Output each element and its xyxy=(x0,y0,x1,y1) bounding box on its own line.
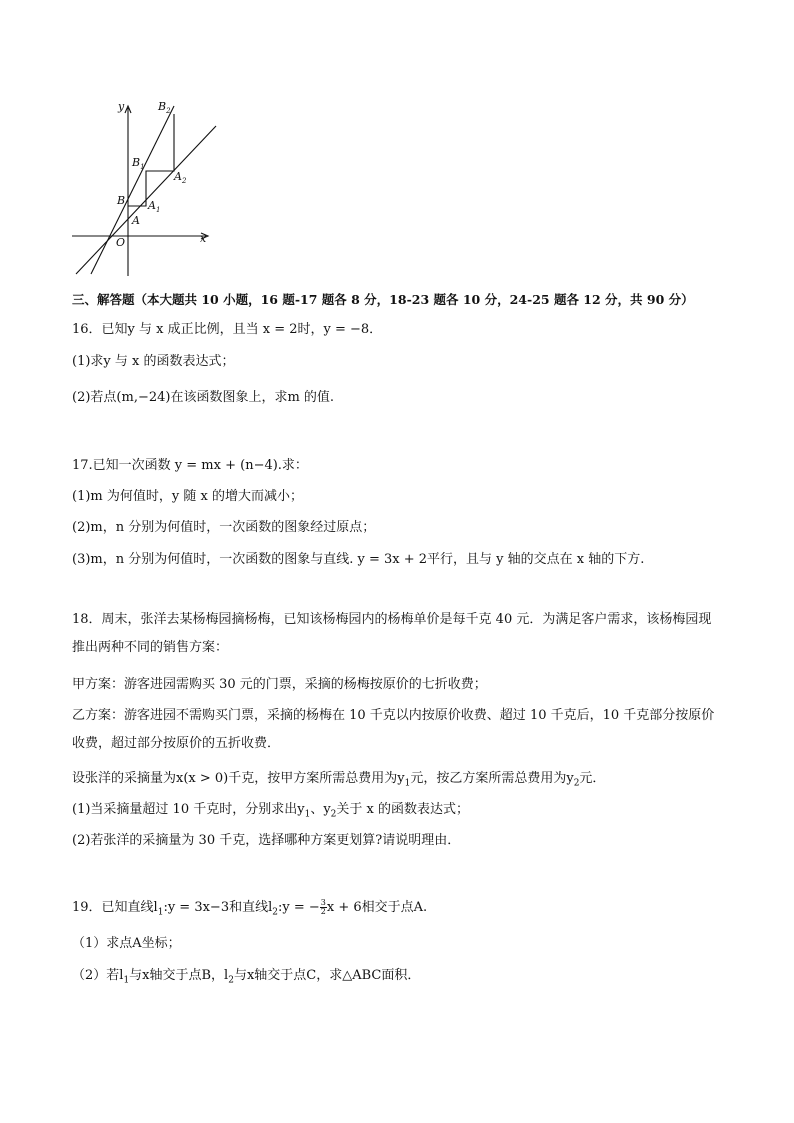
q18-plan-b: 乙方案：游客进园不需购买门票，采摘的杨梅在 10 千克以内按原价收费、超过 10 千克后，10 千克部分按原价收费，超过部分按原价的五折收费． xyxy=(72,708,715,751)
label-a: A xyxy=(132,214,140,227)
q19-part2: （2）若$l_1$与x轴交于点B，$l_2$与x轴交于点C，求△ABC面积． xyxy=(72,968,421,986)
label-o: O xyxy=(116,236,126,249)
label-y: y xyxy=(118,100,125,113)
q18-part2: (2)若张洋的采摘量为 30 千克，选择哪种方案更划算?请说明理由． xyxy=(72,833,461,848)
label-b2: $B_2$ xyxy=(158,100,171,115)
section-heading: 三、解答题（本大题共 10 小题，16 题-17 题各 8 分，18-23 题各 10 分，24-25 题各 12 分，共 90 分） xyxy=(72,292,694,307)
q18-plan-a: 甲方案：游客进园需购买 30 元的门票，采摘的杨梅按原价的七折收费； xyxy=(72,677,487,692)
q16-stem: 16．已知y 与 x 成正比例，且当 x = 2时，y = −8． xyxy=(72,322,383,337)
fraction-three-halves: $\frac{3}{2}$ xyxy=(320,898,326,916)
label-b1: $B_1$ xyxy=(132,156,145,171)
q19-part1: （1）求点A坐标； xyxy=(72,936,181,951)
label-a2: $A_2$ xyxy=(174,170,187,185)
q17-part1: (1)m 为何值时，y 随 x 的增大而减小； xyxy=(72,489,303,504)
label-b: B xyxy=(117,194,126,207)
steep-line xyxy=(91,106,174,274)
q16-part1: (1)求y 与 x 的函数表达式； xyxy=(72,354,235,369)
q18-setup: 设张洋的采摘量为x(x > 0)千克，按甲方案所需总费用为$y_1$元，按乙方案所需总费用为$y_2$元． xyxy=(72,771,606,789)
q19-stem: 19．已知直线$l_1:y = 3x-3$和直线$l_2:y$ = − $\frac{3}{2}$ x + 6相交于点A. xyxy=(72,898,428,918)
label-x: x xyxy=(200,232,207,245)
q17-stem: 17.已知一次函数 y = mx + (n−4).求： xyxy=(72,458,308,473)
staircase-line-figure xyxy=(66,96,226,282)
q18-part1: (1)当采摘量超过 10 千克时，分别求出$y_1$、$y_2$关于 x 的函数表达式； xyxy=(72,802,470,820)
q17-part3: (3)m，n 分别为何值时，一次函数的图象与直线. y = 3x + 2平行，且与 y 轴的交点在 x 轴的下方. xyxy=(72,552,645,567)
q17-part2: (2)m，n 分别为何值时，一次函数的图象经过原点； xyxy=(72,520,376,535)
q16-part2: (2)若点(m,−24)在该函数图象上，求m 的值. xyxy=(72,390,335,405)
q18-stem: 18．周末，张洋去某杨梅园摘杨梅，已知该杨梅园内的杨梅单价是每千克 40 元．为满足客户需求，该杨梅园现推出两种不同的销售方案： xyxy=(72,612,712,655)
label-a1: $A_1$ xyxy=(148,199,161,214)
